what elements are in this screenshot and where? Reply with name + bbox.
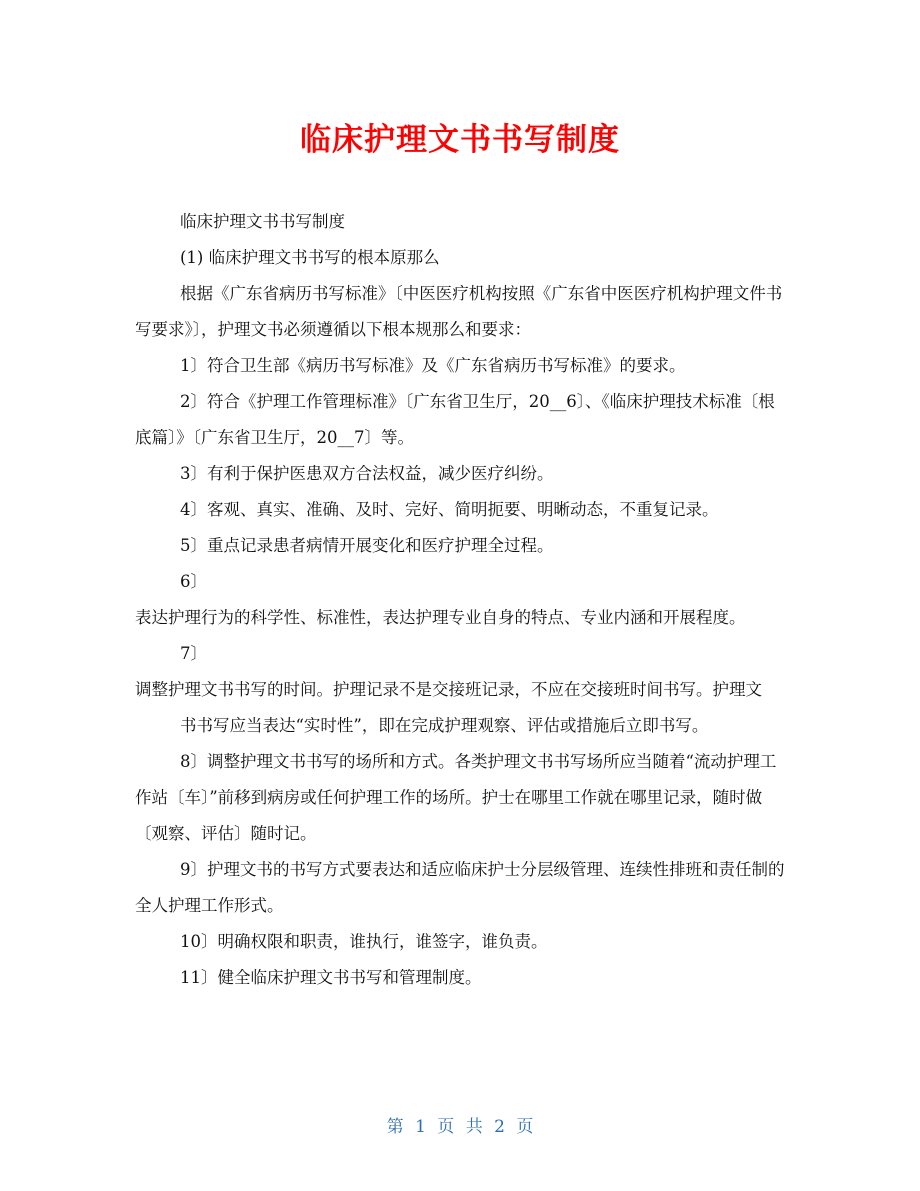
paragraph: 9〕护理文书的书写方式要表达和适应临床护士分层级管理、连续性排班和责任制的全人护理工作形式。 [135,860,785,915]
paragraph: 10〕明确权限和职责，谁执行，谁签字，谁负责。 [180,932,548,951]
paragraph: 1〕符合卫生部《病历书写标准》及《广东省病历书写标准》的要求。 [180,356,686,375]
paragraph: 书书写应当表达“实时性”，即在完成护理观察、评估或措施后立即书写。 [180,716,709,735]
paragraph: 临床护理文书书写制度 [180,212,345,231]
page-footer: 第 1 页 共 2 页 [386,1117,534,1137]
paragraph: 调整护理文书书写的时间。护理记录不是交接班记录，不应在交接班时间书写。护理文 [135,680,762,699]
paragraph: 8〕调整护理文书书写的场所和方式。各类护理文书书写场所应当随着“流动护理工作站〔车〕”前移到病房或任何护理工作的场所。护士在哪里工作就在哪里记录，随时做〔观察、评估〕随时记。 [135,752,777,843]
document-body [135,204,785,996]
paragraph: 11〕健全临床护理文书书写和管理制度。 [180,968,482,987]
paragraph: 4〕客观、真实、准确、及时、完好、简明扼要、明晰动态，不重复记录。 [180,500,719,519]
paragraph: 6〕 [180,572,207,591]
paragraph: (1) 临床护理文书书写的根本原那么 [180,248,440,267]
paragraph: 2〕符合《护理工作管理标准》〔广东省卫生厅，20__6〕、《临床护理技术标准〔根底篇〕》〔广东省卫生厅，20__7〕等。 [135,392,775,447]
paragraph: 7〕 [180,644,207,663]
paragraph: 5〕重点记录患者病情开展变化和医疗护理全过程。 [180,536,554,555]
document-title: 临床护理文书书写制度 [300,122,620,158]
paragraph: 根据《广东省病历书写标准》〔中医医疗机构按照《广东省中医医疗机构护理文件书写要求》〕，护理文书必须遵循以下根本规那么和要求： [135,284,783,339]
paragraph: 3〕有利于保护医患双方合法权益，减少医疗纠纷。 [180,464,554,483]
paragraph: 表达护理行为的科学性、标准性，表达护理专业自身的特点、专业内涵和开展程度。 [135,608,746,627]
